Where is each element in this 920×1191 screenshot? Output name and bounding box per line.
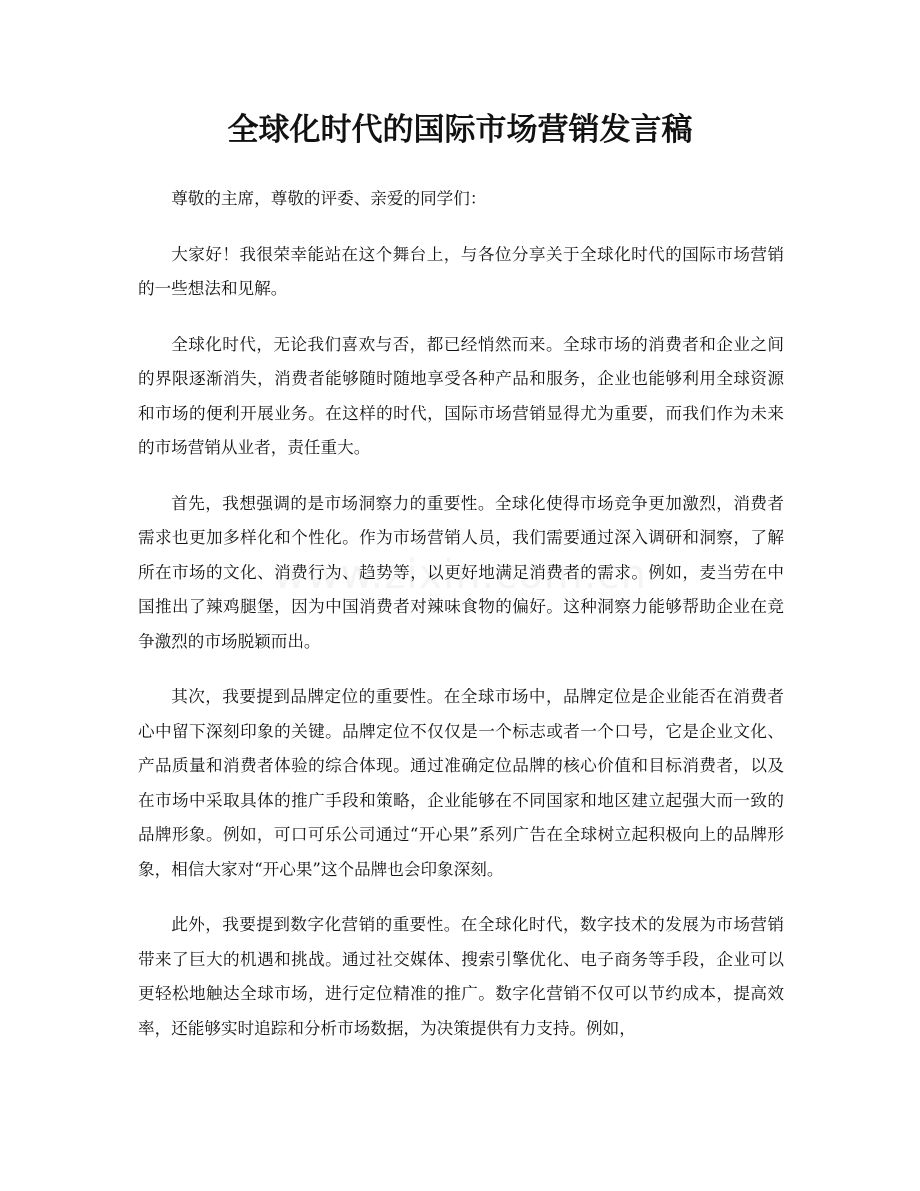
paragraph-salutation: 尊敬的主席，尊敬的评委、亲爱的同学们： <box>171 189 487 208</box>
document-body <box>138 182 784 1067</box>
paragraph-brand-positioning: 其次，我要提到品牌定位的重要性。在全球市场中，品牌定位是企业能否在消费者心中留下深刻印象的关键。品牌定位不仅仅是一个标志或者一个口号，它是企业文化、产品质量和消费者体验的综合体现。通过准确定位品牌的核心价值和目标消费者，以及在市场中采取具体的推广手段和策略，企业能够在不同国家和地区建立起强大而一致的品牌形象。例如，可口可乐公司通过“开心果”系列广告在全球树立起积极向上的品牌形象，相信大家对“开心果”这个品牌也会印象深刻。 <box>138 687 784 879</box>
paragraph-market-insight: 首先，我想强调的是市场洞察力的重要性。全球化使得市场竞争更加激烈，消费者需求也更加多样化和个性化。作为市场营销人员，我们需要通过深入调研和洞察，了解所在市场的文化、消费行为、趋势等，以更好地满足消费者的需求。例如，麦当劳在中国推出了辣鸡腿堡，因为中国消费者对辣味食物的偏好。这种洞察力能够帮助企业在竞争激烈的市场脱颖而出。 <box>138 493 784 651</box>
paragraph-globalization: 全球化时代，无论我们喜欢与否，都已经悄然而来。全球市场的消费者和企业之间的界限逐渐消失，消费者能够随时随地享受各种产品和服务，企业也能够利用全球资源和市场的便利开展业务。在这样的时代，国际市场营销显得尤为重要，而我们作为未来的市场营销从业者，责任重大。 <box>138 334 784 457</box>
document-title: 全球化时代的国际市场营销发言稿 <box>227 112 693 148</box>
paragraph-digital-marketing: 此外，我要提到数字化营销的重要性。在全球化时代，数字技术的发展为市场营销带来了巨大的机遇和挑战。通过社交媒体、搜索引擎优化、电子商务等手段，企业可以更轻松地触达全球市场，进行定位精准的推广。数字化营销不仅可以节约成本，提高效率，还能够实时追踪和分析市场数据，为决策提供有力支持。例如， <box>138 915 784 1038</box>
paragraph-greeting: 大家好！我很荣幸能站在这个舞台上，与各位分享关于全球化时代的国际市场营销的一些想法和见解。 <box>138 244 784 298</box>
